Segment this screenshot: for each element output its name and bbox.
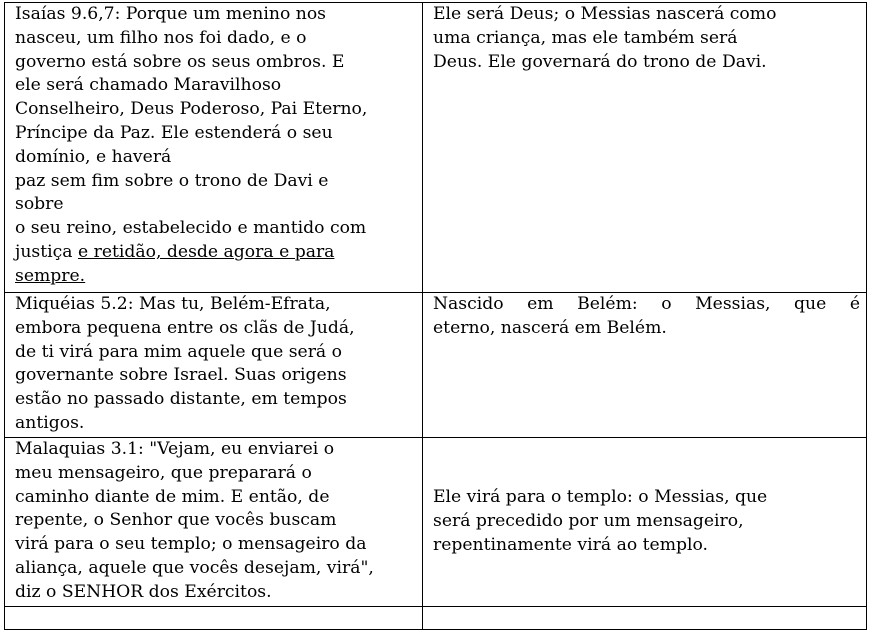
fulfillment-line: Nascido em Belém: o Messias, que é bbox=[433, 294, 860, 314]
verse-line: Miquéias 5.2: Mas tu, Belém-Efrata, bbox=[15, 294, 331, 314]
verse-line: domínio, e haverá bbox=[15, 146, 172, 167]
verse-line: governante sobre Israel. Suas origens bbox=[15, 365, 347, 386]
verse-line: Malaquias 3.1: "Vejam, eu enviarei o bbox=[15, 439, 335, 459]
fulfillment-line: uma criança, mas ele também será bbox=[433, 27, 738, 48]
underlined-text: e retidão, desde agora e para bbox=[77, 241, 335, 262]
fulfillment-line: Ele virá para o templo: o Messias, que bbox=[433, 487, 768, 508]
verse-line: repente, o Senhor que vocês buscam bbox=[15, 510, 337, 531]
underlined-text: sempre. bbox=[15, 265, 86, 286]
prophecy-verse-cell bbox=[5, 293, 423, 438]
verse-line: diz o SENHOR dos Exércitos. bbox=[15, 581, 272, 602]
fulfillment-cell bbox=[423, 607, 867, 630]
verse-text: justiça bbox=[15, 241, 78, 262]
verse-line: caminho diante de mim. E então, de bbox=[15, 486, 330, 507]
verse-line: paz sem fim sobre o trono de Davi e bbox=[15, 170, 329, 191]
verse-line: meu mensageiro, que preparará o bbox=[15, 462, 312, 483]
verse-line: Conselheiro, Deus Poderoso, Pai Eterno, bbox=[15, 99, 368, 120]
verse-line: governo está sobre os seus ombros. E bbox=[15, 51, 345, 72]
clipped-text bbox=[15, 609, 416, 615]
verse-line: Isaías 9.6,7: Porque um menino nos bbox=[15, 4, 326, 24]
fulfillment-line: eterno, nascerá em Belém. bbox=[433, 317, 667, 338]
fulfillment-line: Deus. Ele governará do trono de Davi. bbox=[433, 51, 767, 72]
table-row bbox=[5, 3, 867, 293]
prophecy-table bbox=[4, 2, 867, 630]
fulfillment-line: repentinamente virá ao templo. bbox=[433, 534, 709, 555]
verse-line bbox=[15, 241, 416, 265]
clipped-text bbox=[433, 609, 860, 615]
verse-line: ele será chamado Maravilhoso bbox=[15, 75, 282, 96]
verse-line: aliança, aquele que vocês desejam, virá", bbox=[15, 557, 374, 578]
verse-line: nasceu, um filho nos foi dado, e o bbox=[15, 27, 307, 48]
verse-line: Príncipe da Paz. Ele estenderá o seu bbox=[15, 122, 333, 143]
verse-line: de ti virá para mim aquele que será o bbox=[15, 341, 342, 362]
verse-line: embora pequena entre os clãs de Judá, bbox=[15, 317, 355, 338]
verse-line: sobre bbox=[15, 194, 64, 215]
verse-line: antigos. bbox=[15, 412, 85, 433]
table-row bbox=[5, 293, 867, 438]
fulfillment-line: será precedido por um mensageiro, bbox=[433, 511, 744, 532]
verse-line: estão no passado distante, em tempos bbox=[15, 389, 347, 410]
prophecy-verse-cell bbox=[5, 607, 423, 630]
prophecy-verse-cell bbox=[5, 438, 423, 607]
table-row-cut-off bbox=[5, 607, 867, 630]
verse-line: o seu reino, estabelecido e mantido com bbox=[15, 218, 367, 239]
verse-line: virá para o seu templo; o mensageiro da bbox=[15, 534, 367, 555]
prophecy-verse-cell bbox=[5, 3, 423, 293]
fulfillment-cell bbox=[423, 293, 867, 438]
fulfillment-cell bbox=[423, 438, 867, 607]
fulfillment-line: Ele será Deus; o Messias nascerá como bbox=[433, 4, 777, 24]
table-row bbox=[5, 438, 867, 607]
fulfillment-cell bbox=[423, 3, 867, 293]
